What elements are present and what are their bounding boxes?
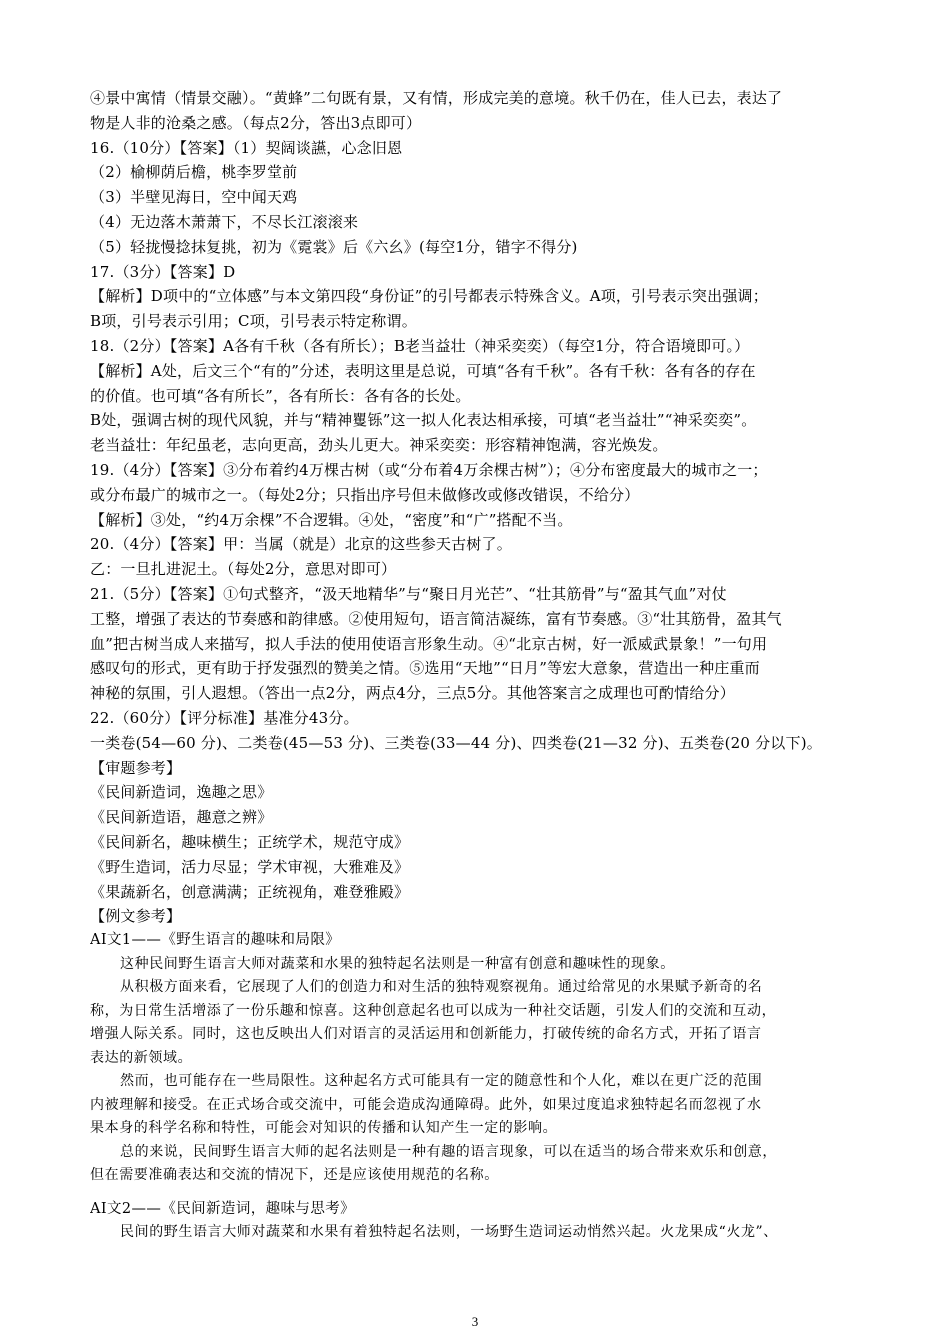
text-line: 【例文参考】 xyxy=(90,907,182,926)
text-line: B处，强调古树的现代风貌，并与“精神矍铄”这一拟人化表达相承接，可填“老当益壮”“神采奕奕”。 xyxy=(90,411,757,430)
ai-essay-1-body xyxy=(90,953,870,1188)
spacer xyxy=(90,1188,870,1198)
text-line: 或分布最广的城市之一。（每处2分；只指出序号但未做修改或修改错误，不给分） xyxy=(90,485,640,504)
text-line: （2）榆柳荫后檐，桃李罗堂前 xyxy=(90,163,298,182)
page-number: 3 xyxy=(471,1314,479,1329)
text-line: 乙：一旦扎进泥土。（每处2分，意思对即可） xyxy=(90,560,397,579)
text-line: 《果蔬新名，创意满满；正统视角，难登雅殿》 xyxy=(90,882,410,901)
text-line: 【解析】③处，“约4万余棵”不合逻辑。④处，“密度”和“广”搭配不当。 xyxy=(90,510,573,529)
text-line: 22.（60分）【评分标准】基准分43分。 xyxy=(90,708,359,727)
answer-key-content xyxy=(90,86,870,1245)
text-line: ④景中寓情（情景交融）。“黄蜂”二句既有景，又有情，形成完美的意境。秋千仍在，佳人已去，表达了 xyxy=(90,89,783,107)
text-line: 【审题参考】 xyxy=(90,758,182,777)
essay-line: 然而，也可能存在一些局限性。这种起名方式可能具有一定的随意性和个人化，难以在更广泛的范围 xyxy=(120,1073,763,1090)
text-line: 19.（4分）【答案】③分布着约4万棵古树（或“分布着4万余棵古树”）；④分布密度最大的城市之一； xyxy=(90,460,768,479)
text-line: 20.（4分）【答案】甲：当属（就是）北京的这些参天古树了。 xyxy=(90,535,512,554)
text-line: 一类卷(54—60 分)、二类卷(45—53 分)、三类卷(33—44 分)、四类卷(21—32 分)、五类卷(20 分以下)。 xyxy=(90,733,822,752)
text-line: 18.（2分）【答案】A各有千秋（各有所长）；B老当益壮（神采奕奕）（每空1分，符合语境即可。） xyxy=(90,336,750,355)
text-line: 《民间新造语，趣意之辨》 xyxy=(90,808,273,827)
text-line: 17.（3分）【答案】D xyxy=(90,262,236,281)
text-line: 工整，增强了表达的节奏感和韵律感。②使用短句，语言简洁凝练，富有节奏感。③“壮其筋骨，盈其气 xyxy=(90,609,782,628)
text-line: 感叹句的形式，更有助于抒发强烈的赞美之情。⑤选用“天地”“日月”等宏大意象，营造出一种庄重而 xyxy=(90,659,760,678)
ai-essay-1-title: AI文1——《野生语言的趣味和局限》 xyxy=(90,932,341,949)
text-line: 21.（5分）【答案】①句式整齐，“汲天地精华”与“聚日月光芒”、“壮其筋骨”与“盈其气血”对仗 xyxy=(90,584,727,603)
answer-section xyxy=(90,86,870,929)
text-line: （3）半壁见海日，空中闻天鸡 xyxy=(90,188,298,207)
text-line: 【解析】A处，后文三个“有的”分述，表明这里是总说，可填“各有千秋”。各有千秋：各有各的存在 xyxy=(90,361,756,380)
essay-line: 称，为日常生活增添了一份乐趣和惊喜。这种创意起名也可以成为一种社交话题，引发人们的交流和互动， xyxy=(90,1002,777,1019)
text-line: 物是人非的沧桑之感。（每点2分，答出3点即可） xyxy=(90,113,422,132)
essay-line: 但在需要准确表达和交流的情况下，还是应该使用规范的名称。 xyxy=(90,1167,499,1184)
ai-essay-2-first-line: 民间的野生语言大师对蔬菜和水果有着独特起名法则，一场野生造词运动悄然兴起。火龙果成“火龙”、 xyxy=(120,1224,778,1241)
ai-essay-2-title: AI文2——《民间新造词，趣味与思考》 xyxy=(90,1200,356,1217)
essay-line: 果本身的科学名称和特性，可能会对知识的传播和认知产生一定的影响。 xyxy=(90,1120,558,1137)
essay-line: 增强人际关系。同时，这也反映出人们对语言的灵活运用和创新能力，打破传统的命名方式，开拓了语言 xyxy=(90,1026,762,1043)
essay-line: 内被理解和接受。在正式场合或交流中，可能会造成沟通障碍。此外，如果过度追求独特起名而忽视了水 xyxy=(90,1096,762,1113)
text-line: 《民间新名，趣味横生；正统学术，规范守成》 xyxy=(90,832,410,851)
text-line: 的价值。也可填“各有所长”，各有所长：各有各的长处。 xyxy=(90,386,471,405)
text-line: 《民间新造词，逸趣之思》 xyxy=(90,783,273,802)
text-line: 神秘的氛围，引人遐想。（答出一点2分，两点4分，三点5分。其他答案言之成理也可酌情给分） xyxy=(90,684,735,703)
essay-line: 从积极方面来看，它展现了人们的创造力和对生活的独特观察视角。通过给常见的水果赋予新奇的名 xyxy=(120,979,763,996)
text-line: 【解析】D项中的“立体感”与本文第四段“身份证”的引号都表示特殊含义。A项，引号表示突出强调； xyxy=(90,287,768,306)
essay-line: 表达的新领域。 xyxy=(90,1049,193,1066)
text-line: （5）轻拢慢捻抹复挑，初为《霓裳》后《六幺》(每空1分，错字不得分) xyxy=(90,237,578,256)
text-line: （4）无边落木萧萧下，不尽长江滚滚来 xyxy=(90,212,359,231)
essay-line: 总的来说，民间野生语言大师的起名法则是一种有趣的语言现象，可以在适当的场合带来欢乐和创意， xyxy=(120,1143,777,1160)
text-line: 16.（10分）【答案】（1）契阔谈讌，心念旧恩 xyxy=(90,138,403,157)
text-line: B项，引号表示引用；C项，引号表示特定称谓。 xyxy=(90,312,417,331)
text-line: 血”把古树当成人来描写，拟人手法的使用使语言形象生动。④“北京古树，好一派威武景象！”一句用 xyxy=(90,634,768,653)
text-line: 老当益壮：年纪虽老，志向更高，劲头儿更大。神采奕奕：形容精神饱满，容光焕发。 xyxy=(90,436,668,455)
text-line: 《野生造词，活力尽显；学术审视，大雅难及》 xyxy=(90,857,410,876)
ai-essay-2 xyxy=(90,1198,870,1245)
essay-line: 这种民间野生语言大师对蔬菜和水果的独特起名法则是一种富有创意和趣味性的现象。 xyxy=(120,955,675,972)
ai-essay-1 xyxy=(90,929,870,1188)
